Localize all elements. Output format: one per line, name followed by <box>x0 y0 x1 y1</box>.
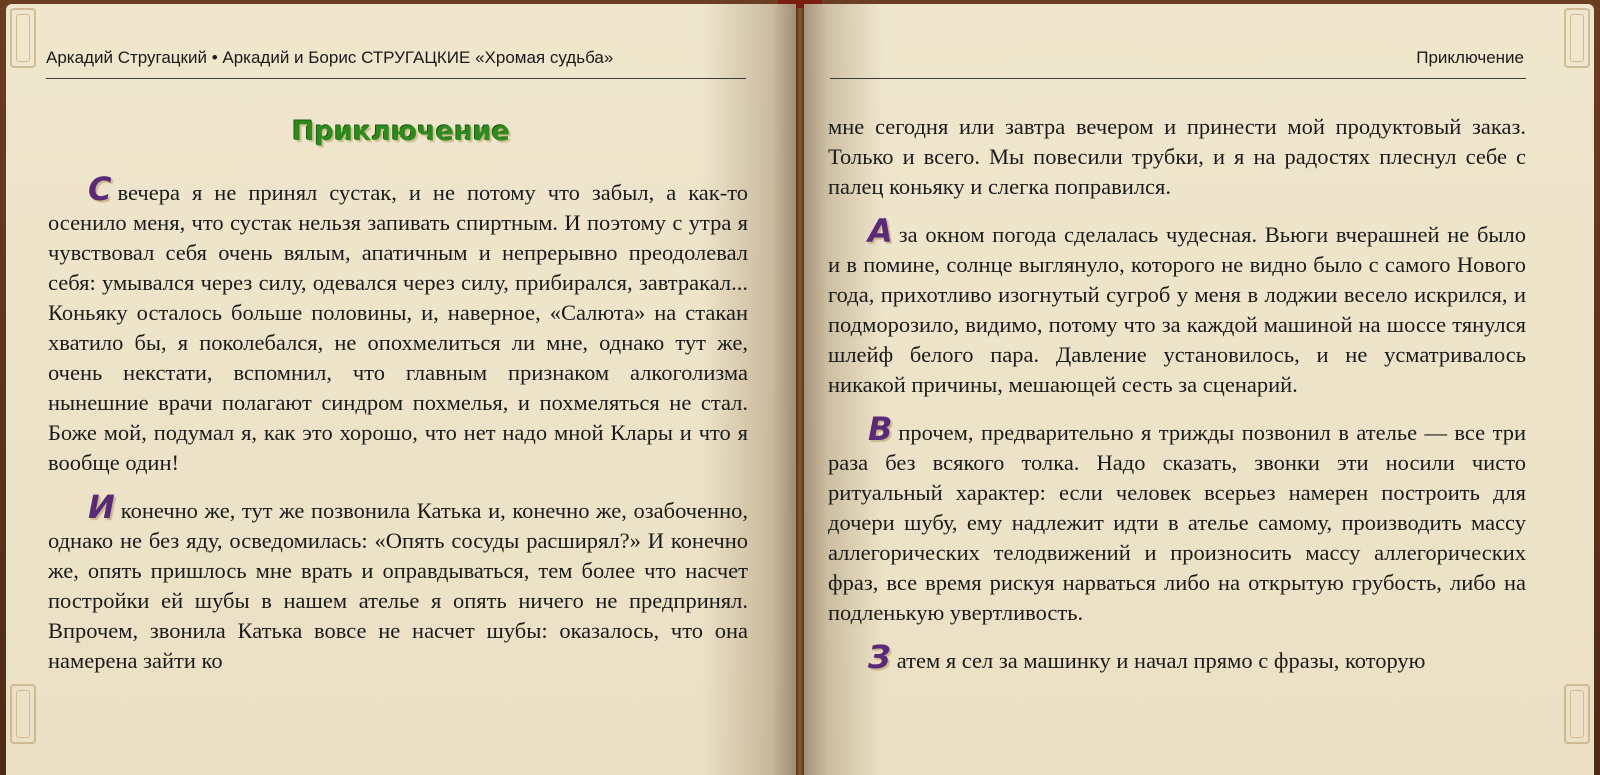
paragraph <box>48 488 748 676</box>
left-page[interactable] <box>6 4 796 775</box>
corner-ornament-icon <box>1564 8 1590 68</box>
paragraph: мне сегодня или завтра вечером и принести мой продуктовый заказ. Только и всего. Мы повесили трубки, и я на радостях плеснул себе с палец коньяку и слегка поправился. <box>828 114 1526 199</box>
paragraph-text: атем я сел за машинку и начал прямо с фразы, которую <box>896 648 1426 673</box>
header-divider <box>46 78 746 79</box>
left-page-text <box>48 170 748 676</box>
right-page[interactable] <box>804 4 1594 775</box>
paragraph-text: за окном погода сделалась чудесная. Вьюги вчерашней не было и в помине, солнце выглянуло, которого не видно было с самого Нового года, прихотливо изогнутый сугроб у меня в лоджии весело искрился, и подморозило, видимо, потому что за каждой машиной на шоссе тянулся шлейф белого пара. Давление установилось, и не усматривалось никакой причины, мешающей сесть за сценарий. <box>828 222 1526 397</box>
running-header-right: Приключение <box>1416 48 1524 67</box>
drop-cap: З <box>868 638 891 676</box>
chapter-title: Приключение <box>292 116 510 147</box>
paragraph <box>828 638 1526 676</box>
paragraph <box>48 170 748 478</box>
header-divider <box>830 78 1526 79</box>
drop-cap: С <box>88 170 112 208</box>
paragraph <box>828 212 1526 400</box>
paragraph-text: прочем, предварительно я трижды позвонил в ателье — все три раза без всякого толка. Надо сказать, звонки эти носили чисто ритуальный характер: если человек всерьез намерен построить для дочери шубу, ему надлежит идти в ателье самому, производить массу аллегорических телодвижений и произносить массу аллегорических фраз, все время рискуя нарваться либо на открытую грубость, либо на подленькую увертливость. <box>828 420 1526 625</box>
corner-ornament-icon <box>10 684 36 744</box>
paragraph <box>828 410 1526 628</box>
drop-cap: А <box>868 212 893 250</box>
drop-cap: В <box>868 410 893 448</box>
corner-ornament-icon <box>10 8 36 68</box>
right-page-text <box>828 112 1526 676</box>
corner-ornament-icon <box>1564 684 1590 744</box>
paragraph-text: конечно же, тут же позвонила Катька и, конечно же, озабоченно, однако не без яду, осведомилась: «Опять сосуды расширял?» И конечно же, опять пришлось мне врать и оправдываться, тем более что насчет постройки ей шубы в нашем ателье я опять ничего не предпринял. Впрочем, звонила Катька вовсе не насчет шубы: оказалось, что она намерена зайти ко <box>48 498 748 673</box>
paragraph-text: вечера я не принял сустак, и не потому что забыл, а как-то осенило меня, что сустак нельзя запивать спиртным. И поэтому с утра я чувствовал себя очень вялым, апатичным и непрерывно преодолевал себя: умывался через силу, одевался через силу, прибирался, завтракал... Коньяку осталось больше половины, и, наверное, «Салюта» на стакан хватило бы, я поколебался, не опохмелиться ли мне, однако тут же, очень некстати, вспомнил, что главным признаком алкоголизма нынешние врачи полагают синдром похмелья, и похмеляться не стал. Боже мой, подумал я, как это хорошо, что нет надо мной Клары и что я вообще один! <box>48 180 748 475</box>
drop-cap: И <box>88 488 115 526</box>
running-header-left: Аркадий Стругацкий • Аркадий и Борис СТРУГАЦКИЕ «Хромая судьба» <box>46 48 614 67</box>
